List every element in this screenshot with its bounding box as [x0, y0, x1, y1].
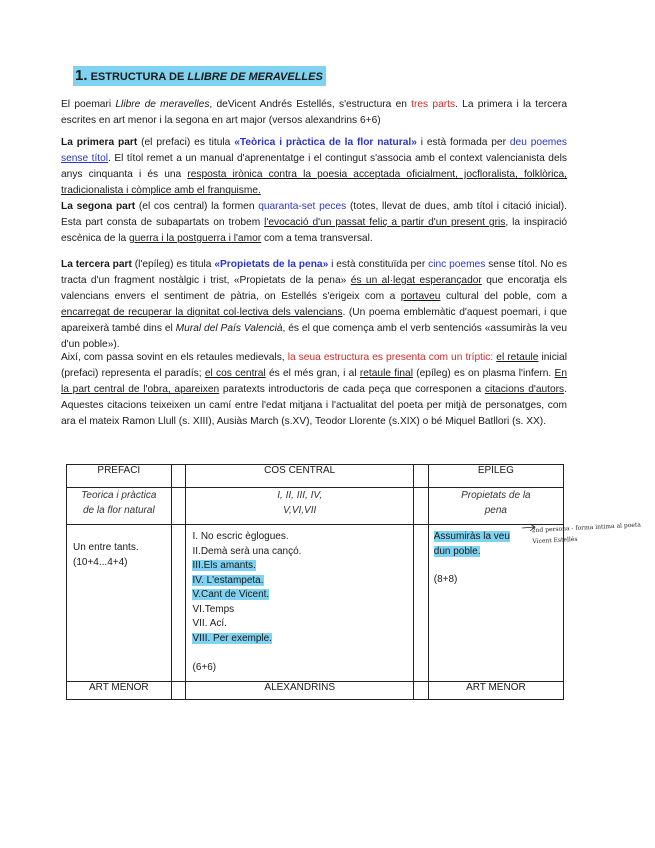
- section-heading: [73, 66, 326, 86]
- poem-title: VI.Temps: [192, 603, 235, 615]
- subtitle-line: pena: [484, 505, 507, 516]
- note-line: 2nd persona - forma intima al poeta: [531, 521, 642, 535]
- header-epileg: EPÍLEG: [428, 465, 563, 488]
- paragraph-intro: [61, 97, 567, 129]
- spacer-cell: [171, 525, 186, 682]
- poem-list-item: [192, 632, 406, 647]
- text: i està constituïda per: [328, 259, 429, 270]
- table-header-row: [67, 465, 564, 488]
- paragraph-triptych: [61, 350, 567, 430]
- highlighted-poem-line: dun poble.: [433, 545, 481, 557]
- part-label: La tercera part: [61, 259, 132, 270]
- table-subtitle-row: [67, 488, 564, 525]
- poem-title: Un entre tants.: [73, 542, 139, 553]
- part-title: «Teòrica i pràctica de la flor natural»: [234, 137, 417, 148]
- highlighted-poem-title: III.Els amants.: [192, 560, 256, 571]
- note-line: Vicent Estellés: [532, 535, 578, 546]
- footer-cos-central: ALEXANDRINS: [186, 682, 413, 700]
- underlined-text: resposta irònica contra la poesia acceptada oficialment, jocfloralista, folklòrica, tradicionalista i còmplice amb el franquisme.: [61, 169, 567, 196]
- spacer-cell: [171, 682, 186, 700]
- spacer-cell: [171, 465, 186, 488]
- highlight-red: tres parts: [411, 99, 456, 110]
- highlight-red: la seua estructura es presenta com un tríptic:: [287, 352, 494, 363]
- underlined-text: encarregat de recuperar la dignitat col·lectiva dels valencians: [61, 307, 343, 318]
- poem-list-item: [192, 617, 406, 632]
- text: com a tema transversal.: [261, 233, 373, 244]
- meter-note: (8+8): [433, 574, 458, 585]
- text: (el cos central) la formen: [135, 201, 259, 212]
- text: , és el que comença amb el verb sentenciós «assumiràs la veu d'un poble»).: [61, 323, 567, 350]
- poem-list-item: [192, 603, 406, 618]
- highlighted-poem-title: VIII. Per exemple.: [192, 632, 272, 644]
- body-cos-central: [186, 525, 413, 682]
- footer-epileg: ART MENOR: [428, 682, 563, 700]
- poem-list-item: [192, 588, 406, 603]
- paragraph-first-part: [61, 135, 567, 199]
- footer-prefaci: ART MENOR: [67, 682, 172, 700]
- text: (el prefaci) es titula: [137, 137, 235, 148]
- text: inicial (prefaci) representa el paradís;: [61, 352, 567, 379]
- heading-number: 1.: [75, 67, 88, 84]
- body-epileg: [428, 525, 563, 682]
- subtitle-cos-central: [186, 488, 413, 525]
- header-prefaci: PREFACI: [67, 465, 172, 488]
- highlight-blue: cinc poemes: [428, 259, 486, 270]
- poem-title: VII. Ací.: [192, 618, 227, 629]
- text: (epíleg) es on plasma l'infern.: [412, 368, 555, 379]
- spacer-cell: [413, 525, 428, 682]
- part-label: La primera part: [61, 137, 138, 148]
- poem-list: [186, 525, 412, 680]
- highlighted-poem-line: Assumiràs la veu: [433, 531, 510, 542]
- text: . El títol remet a un manual d'aprenentatge i el contingut s'associa amb el context valencianista dels anys cinquanta i és una: [61, 153, 567, 180]
- header-cos-central: COS CENTRAL: [186, 465, 413, 488]
- text: (totes, llevat de dues, amb títol i citació inicial). Esta part consta de subapartats on trobem: [61, 201, 567, 228]
- text: sense títol. No es tracta d'un fragment nostàlgic i trist, «Propietats de la pena»: [61, 259, 567, 286]
- table-body-row: [67, 525, 564, 682]
- subtitle-line: Propietats de la: [461, 490, 531, 501]
- book-title: Mural del País Valencià: [175, 323, 283, 334]
- underlined-text: portaveu: [400, 291, 441, 302]
- paragraph-third-part: [61, 257, 567, 353]
- text: , deVicent Andrés Estellés, s'estructura en: [209, 99, 412, 110]
- text: , la inspiració escènica de la: [61, 217, 567, 244]
- text: cultural del poble, com a: [440, 291, 567, 302]
- text: paratexts introductoris de cada peça que corresponen a: [219, 384, 485, 395]
- meter-note: (10+4...4+4): [73, 556, 128, 568]
- text: i està formada per: [416, 137, 510, 148]
- underlined-text: el retaule: [496, 352, 539, 363]
- poem-title: I. No escric èglogues.: [192, 531, 289, 542]
- underlined-text: guerra i la postguerra i l'amor: [128, 233, 262, 244]
- underlined-text: el cos central: [204, 368, 266, 379]
- text: Així, com passa sovint en els retaules medievals,: [61, 352, 288, 363]
- underlined-text: retaule final: [359, 368, 413, 379]
- part-title: «Propietats de la pena»: [214, 259, 329, 270]
- heading-text: ESTRUCTURA DE: [90, 71, 188, 83]
- text: (l'epíleg) es titula: [131, 259, 215, 270]
- poem-list-item: [192, 530, 406, 545]
- underlined-text: En la part central de l'obra, apareixen: [61, 368, 567, 395]
- underlined-text: l'evocació d'un passat feliç a partir d'un present gris: [264, 217, 506, 228]
- poem-list-item: [192, 646, 406, 661]
- text: . La primera i la tercera escrites en art menor i la segona en art major (versos alexandrins 6+6): [61, 99, 567, 126]
- text: és el més gran, i al: [265, 368, 360, 379]
- poem-list-item: [192, 559, 406, 574]
- text: El poemari: [61, 99, 116, 110]
- poem-list-item: [192, 661, 406, 676]
- text: que encoratja els valencians envers el sentiment de pàtria, on Estellés s'erigeix com a: [61, 275, 568, 302]
- poem-title: II.Demà serà una cançó.: [192, 545, 302, 557]
- spacer-cell: [171, 488, 186, 525]
- body-prefaci: [67, 525, 172, 682]
- subtitle-prefaci: [67, 488, 172, 525]
- spacer-cell: [413, 465, 428, 488]
- part-label: La segona part: [61, 201, 136, 212]
- subtitle-line: V,VI,VII: [283, 505, 317, 516]
- subtitle-line: de la flor natural: [82, 505, 155, 516]
- text: . Aquestes citacions teixeixen un camí entre l'edat mitjana i l'actualitat del poeta per mitjà de personatges, com ara el mateix Ramon Llull (s. XIII), Ausiàs March (s.XV), Teodor Llorente (s.XIX) o bé Miquel Batllori (s. XX).: [61, 384, 567, 427]
- poem-list-item: [192, 545, 406, 560]
- structure-table: [66, 464, 564, 700]
- paragraph-second-part: [61, 199, 567, 247]
- underlined-text: és un al·legat esperançador: [350, 275, 482, 286]
- text: . (Un poema emblemàtic d'aquest poemari, i que apareixerà també dins el: [61, 307, 567, 334]
- highlight-blue: quaranta-set peces: [258, 201, 347, 212]
- heading-title: LLIBRE DE MERAVELLES: [187, 71, 323, 83]
- poem-list-item: [192, 574, 406, 589]
- subtitle-line: I, II, III, IV,: [277, 490, 323, 501]
- highlighted-poem-title: IV. L'estampeta.: [192, 574, 264, 586]
- poem-title: (6+6): [192, 661, 217, 673]
- book-title: Llibre de meravelles: [115, 99, 210, 110]
- table-footer-row: [67, 682, 564, 700]
- spacer-cell: [413, 488, 428, 525]
- underlined-text: citacions d'autors: [484, 384, 565, 395]
- spacer-cell: [413, 682, 428, 700]
- subtitle-epileg: [428, 488, 563, 525]
- highlighted-poem-title: V.Cant de Vicent.: [192, 589, 270, 600]
- highlight-blue-underline: sense títol: [61, 153, 109, 164]
- subtitle-line: Teorica i pràctica: [81, 490, 157, 501]
- highlight-blue: deu poemes: [509, 137, 567, 148]
